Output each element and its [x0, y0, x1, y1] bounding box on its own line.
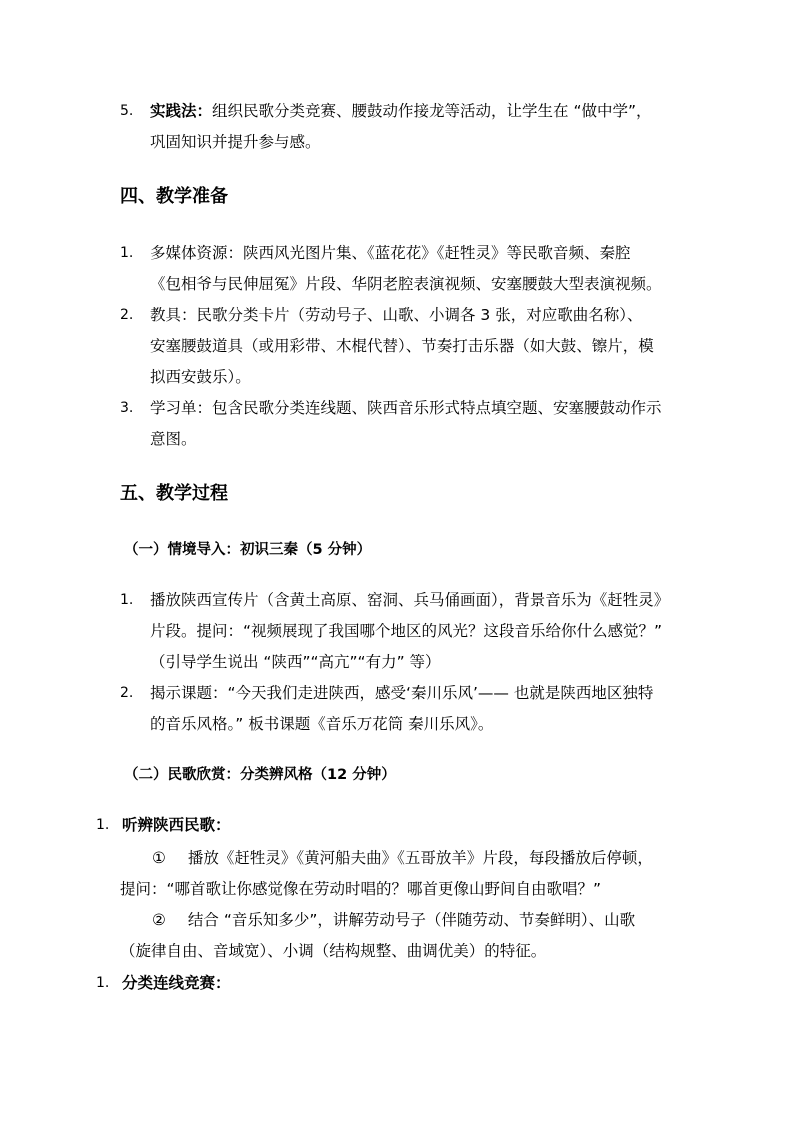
- item-text: 组织民歌分类竞赛、腰鼓动作接龙等活动，让学生在 “做中学”，: [212, 102, 652, 120]
- list-number: 1.: [120, 592, 134, 608]
- list-item: [150, 96, 690, 127]
- list-item: 教具：民歌分类卡片（劳动号子、山歌、小调各 3 张，对应歌曲名称）、: [150, 306, 643, 324]
- list-item: 学习单：包含民歌分类连线题、陕西音乐形式特点填空题、安塞腰鼓动作示: [150, 399, 662, 417]
- list-number: 1.: [96, 817, 110, 833]
- list-item-continuation: 意图。: [150, 430, 197, 448]
- list-item-continuation: 的音乐风格。” 板书课题《音乐万花筒 秦川乐风》。: [150, 715, 494, 733]
- circled-number: ①: [152, 849, 166, 867]
- item-label: 听辨陕西民歌：: [122, 816, 231, 834]
- list-item: 揭示课题：“今天我们走进陕西，感受‘秦川乐风’—— 也就是陕西地区独特: [150, 684, 654, 702]
- item-label: 分类连线竞赛：: [122, 974, 231, 992]
- list-item-continuation: 安塞腰鼓道具（或用彩带、木棍代替）、节奏打击乐器（如大鼓、镲片，模: [150, 337, 654, 355]
- section-heading: 四、教学准备: [120, 186, 228, 207]
- paragraph-line: 提问：“哪首歌让你感觉像在劳动时唱的？哪首更像山野间自由歌唱？”: [120, 880, 602, 898]
- subsection-heading: （二）民歌欣赏：分类辨风格（12 分钟）: [124, 767, 396, 783]
- item-label: 实践法：: [150, 102, 213, 120]
- list-item: 多媒体资源：陕西风光图片集、《蓝花花》《赶牲灵》等民歌音频、秦腔: [150, 244, 631, 262]
- list-item: 播放陕西宣传片（含黄土高原、窑洞、兵马俑画面），背景音乐为《赶牲灵》: [150, 591, 670, 609]
- list-item-continuation: 片段。提问：“视频展现了我国哪个地区的风光？这段音乐给你什么感觉？”: [150, 622, 663, 640]
- list-number: 2.: [120, 307, 134, 323]
- circled-number: ②: [152, 911, 166, 929]
- list-item-continuation: （引导学生说出 “陕西”“高亢”“有力” 等）: [150, 653, 441, 671]
- list-number: 2.: [120, 685, 134, 701]
- paragraph-line: ② 结合 “音乐知多少”，讲解劳动号子（伴随劳动、节奏鲜明）、山歌: [152, 905, 635, 936]
- list-item-continuation: 拟西安鼓乐）。: [150, 368, 251, 386]
- section-heading: 五、教学过程: [120, 483, 228, 504]
- list-number: 5.: [120, 103, 134, 119]
- list-number: 3.: [120, 400, 134, 416]
- list-number: 1.: [120, 245, 134, 261]
- paragraph-line: （旋律自由、音域宽）、小调（结构规整、曲调优美）的特征。: [120, 942, 547, 960]
- subsection-heading: （一）情境导入：初识三秦（5 分钟）: [124, 542, 372, 558]
- list-number: 1.: [96, 975, 110, 991]
- list-item-continuation: 巩固知识并提升参与感。: [150, 133, 321, 151]
- paragraph-line: ① 播放《赶牲灵》《黄河船夫曲》《五哥放羊》片段，每段播放后停顿，: [152, 843, 653, 874]
- list-item-continuation: 《包相爷与民伸屈冤》片段、华阴老腔表演视频、安塞腰鼓大型表演视频。: [150, 275, 662, 293]
